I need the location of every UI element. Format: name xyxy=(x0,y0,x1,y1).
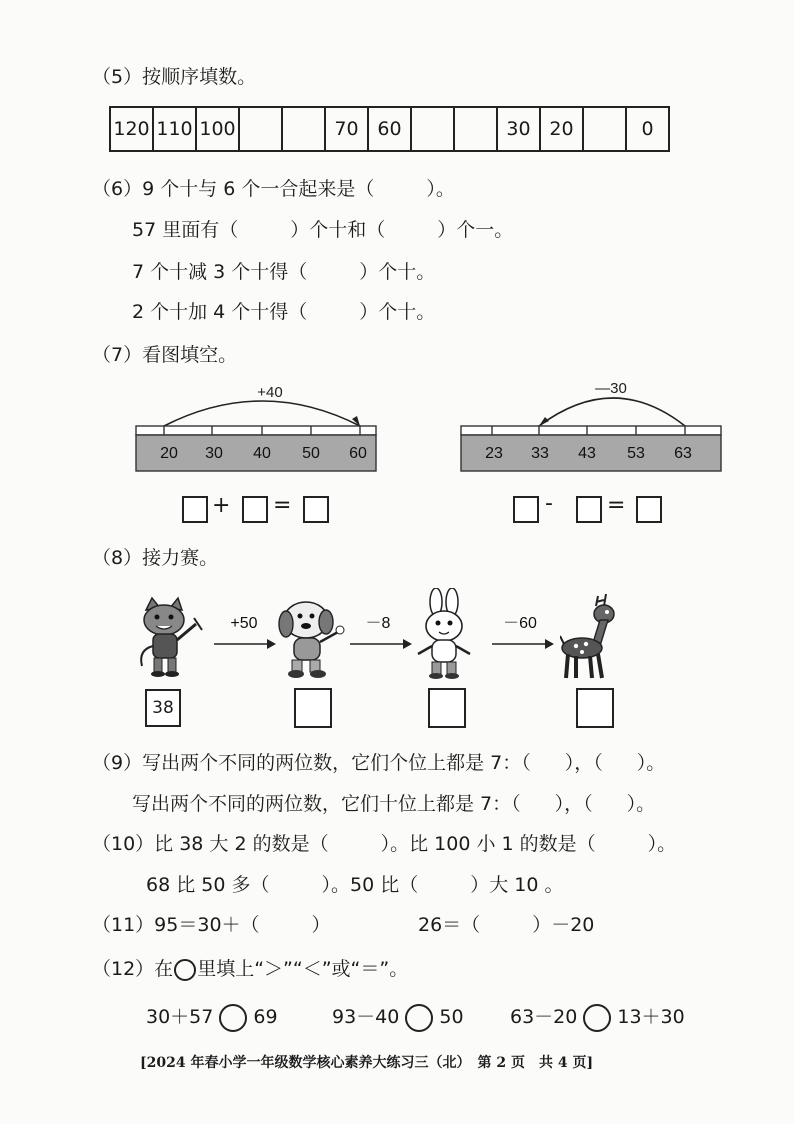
tick-label: 43 xyxy=(578,445,596,462)
compare-left: 63－20 xyxy=(510,1006,578,1028)
compare-right: 50 xyxy=(439,1006,464,1028)
seq-cell-blank[interactable] xyxy=(239,107,282,151)
q10-text: ）。50 比（ xyxy=(321,874,419,896)
seq-cell-blank[interactable] xyxy=(583,107,626,151)
seq-cell: 0 xyxy=(626,107,669,151)
q10-line2 xyxy=(146,870,563,897)
q12-text: （12）在 xyxy=(92,958,174,980)
tick-label: 20 xyxy=(160,445,178,462)
q11-text: ）－20 xyxy=(532,914,595,936)
seq-cell: 30 xyxy=(497,107,540,151)
compare-right: 13＋30 xyxy=(617,1006,685,1028)
arrow-head-icon xyxy=(545,639,554,649)
q9-text: ），（ xyxy=(554,793,593,815)
answer-box[interactable] xyxy=(303,496,329,523)
tick-label: 30 xyxy=(205,445,223,462)
tick-label: 60 xyxy=(349,445,367,462)
q12-item xyxy=(146,1002,278,1032)
sequence-table xyxy=(109,106,670,152)
answer-box[interactable] xyxy=(294,688,332,728)
page-footer: [2024 年春小学一年级数学核心素养大练习三（北） 第 2 页 共 4 页] xyxy=(140,1055,594,1071)
q6-text: ）个一。 xyxy=(437,219,514,241)
step-arrow xyxy=(348,612,414,654)
q6-line1 xyxy=(92,174,455,201)
step-label: －8 xyxy=(365,615,391,632)
dog-icon xyxy=(276,596,348,680)
seq-cell: 20 xyxy=(540,107,583,151)
equals-sign: = xyxy=(607,493,626,518)
arc-label: +40 xyxy=(257,384,283,401)
cat-icon xyxy=(136,596,212,678)
step-arrow xyxy=(490,612,556,654)
minus-sign: - xyxy=(545,491,553,516)
q6-text: 7 个十减 3 个十得（ xyxy=(132,261,308,283)
q9-text: 写出两个不同的两位数，它们十位上都是 7：（ xyxy=(132,793,521,815)
compare-circle[interactable] xyxy=(405,1004,433,1032)
q6-text: ）个十和（ xyxy=(290,219,386,241)
q6-line2 xyxy=(132,215,513,242)
seq-cell: 100 xyxy=(196,107,239,151)
tick-label: 63 xyxy=(674,445,692,462)
answer-box[interactable] xyxy=(428,688,466,728)
q10-text: ）。比 100 小 1 的数是（ xyxy=(380,833,596,855)
compare-left: 30＋57 xyxy=(146,1006,214,1028)
seq-cell: 70 xyxy=(325,107,368,151)
step-arrow xyxy=(212,612,278,654)
q6-text: 2 个十加 4 个十得（ xyxy=(132,301,308,323)
q12-item xyxy=(332,1002,464,1032)
compare-circle[interactable] xyxy=(219,1004,247,1032)
q11-text: ） xyxy=(311,914,331,936)
seq-cell: 110 xyxy=(153,107,196,151)
q11-right xyxy=(418,910,594,937)
q9-text: （9）写出两个不同的两位数，它们个位上都是 7：（ xyxy=(92,752,531,774)
circle-icon xyxy=(174,959,196,981)
seq-cell-blank[interactable] xyxy=(454,107,497,151)
answer-box[interactable] xyxy=(576,496,602,523)
deer-icon xyxy=(560,592,630,684)
arrow-head-icon xyxy=(267,639,276,649)
q9-text: ）。 xyxy=(626,793,656,815)
q10-text: ）大 10 。 xyxy=(470,874,564,896)
seq-cell-blank[interactable] xyxy=(282,107,325,151)
answer-box[interactable] xyxy=(182,496,208,523)
q6-text: ）。 xyxy=(426,178,455,200)
start-value-box: 38 xyxy=(145,689,181,727)
q6-text: （6）9 个十与 6 个一合起来是（ xyxy=(92,178,375,200)
q6-text: ）个十。 xyxy=(359,261,436,283)
ruler-strip xyxy=(461,426,721,435)
plus-sign: + xyxy=(212,493,231,518)
q6-text: ）个十。 xyxy=(359,301,436,323)
q12-text: 里填上“＞”“＜”或“＝”。 xyxy=(197,958,409,980)
q6-line3 xyxy=(132,257,435,284)
answer-box[interactable] xyxy=(576,688,614,728)
compare-right: 69 xyxy=(253,1006,278,1028)
tick-label: 40 xyxy=(253,445,271,462)
q7-label: （7）看图填空。 xyxy=(92,344,238,366)
seq-cell-blank[interactable] xyxy=(411,107,454,151)
step-label: －60 xyxy=(503,615,537,632)
q5-label: （5）按顺序填数。 xyxy=(92,66,257,88)
q9-line1 xyxy=(92,748,665,775)
jump-arc xyxy=(164,401,360,426)
q8-label: （8）接力赛。 xyxy=(92,547,219,569)
number-line-left xyxy=(134,378,380,474)
q12-item xyxy=(510,1002,685,1032)
rabbit-icon xyxy=(412,588,478,682)
q11-left xyxy=(92,910,331,937)
q9-text: ），（ xyxy=(564,752,603,774)
q9-text: ）。 xyxy=(636,752,666,774)
q12-label xyxy=(92,954,408,981)
arc-label: —30 xyxy=(595,380,627,397)
answer-box[interactable] xyxy=(242,496,268,523)
tick-label: 50 xyxy=(302,445,320,462)
step-label: +50 xyxy=(230,615,258,632)
q10-line1 xyxy=(92,829,676,856)
compare-circle[interactable] xyxy=(583,1004,611,1032)
tick-label: 33 xyxy=(531,445,549,462)
answer-box[interactable] xyxy=(513,496,539,523)
answer-box[interactable] xyxy=(636,496,662,523)
q11-text: （11）95＝30＋（ xyxy=(92,914,260,936)
q11-text: 26＝（ xyxy=(418,914,481,936)
q10-text: 68 比 50 多（ xyxy=(146,874,270,896)
arrow-head-icon xyxy=(539,417,549,426)
seq-cell: 60 xyxy=(368,107,411,151)
q10-text: ）。 xyxy=(647,833,677,855)
tick-label: 23 xyxy=(485,445,503,462)
q6-line4 xyxy=(132,297,435,324)
jump-arc xyxy=(539,398,685,426)
q6-text: 57 里面有（ xyxy=(132,219,239,241)
q9-line2 xyxy=(132,789,655,816)
arrow-head-icon xyxy=(403,639,412,649)
compare-left: 93－40 xyxy=(332,1006,400,1028)
ruler-strip xyxy=(136,426,376,435)
equals-sign: = xyxy=(273,493,292,518)
seq-cell: 120 xyxy=(110,107,153,151)
number-line-right xyxy=(459,374,725,474)
tick-label: 53 xyxy=(627,445,645,462)
q10-text: （10）比 38 大 2 的数是（ xyxy=(92,833,329,855)
